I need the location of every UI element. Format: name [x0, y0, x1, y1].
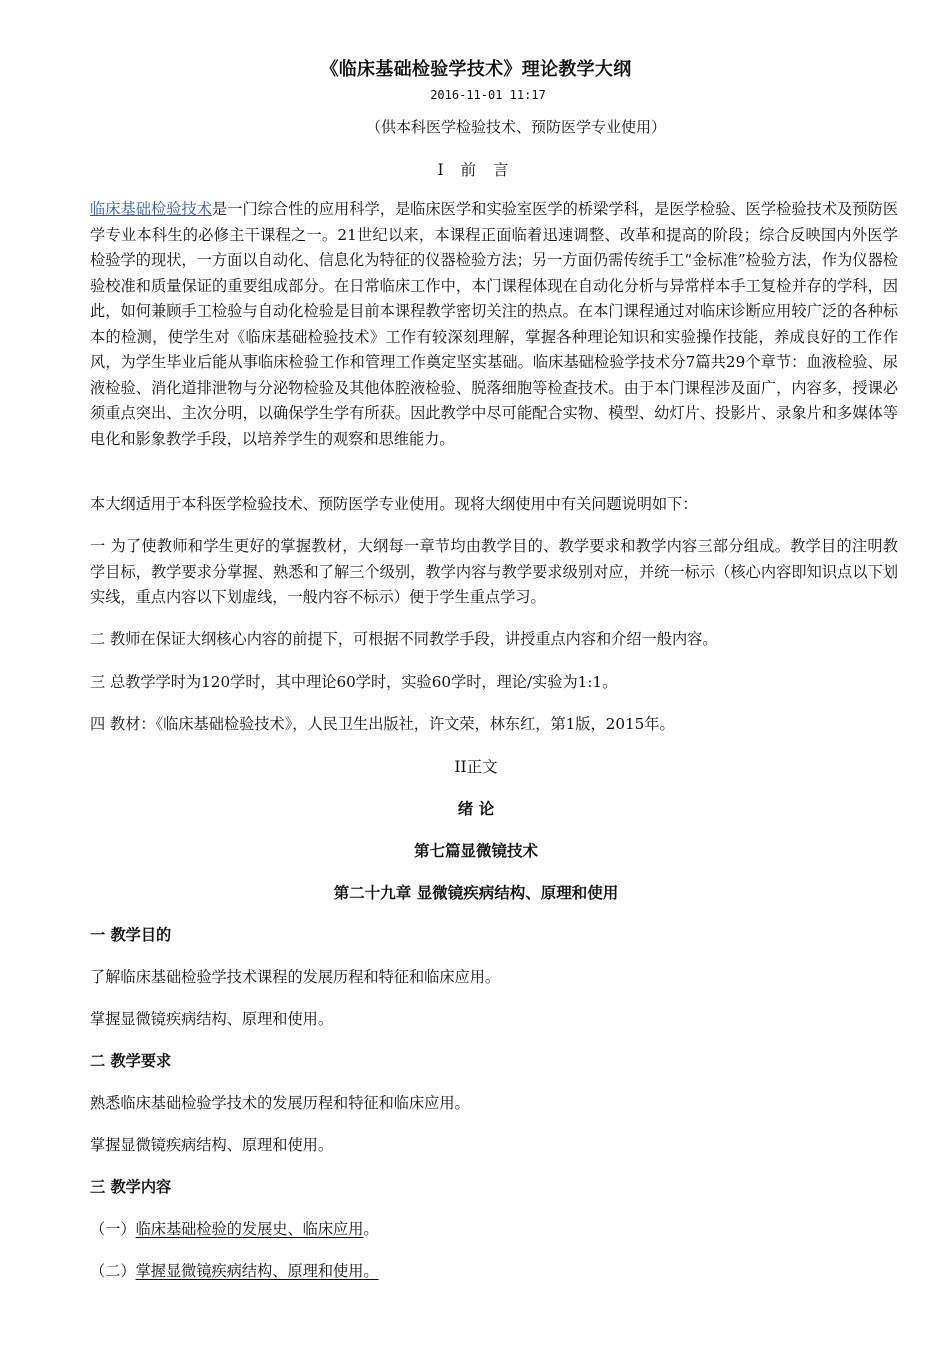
chapter-heading: 第二十九章 显微镜疾病结构、原理和使用 — [333, 883, 619, 902]
content-item-2-prefix: （二） — [90, 1262, 136, 1280]
intro-paragraph — [90, 197, 898, 452]
explanation-item-4: 四 教材：《临床基础检验技术》，人民卫生出版社，许文荣，林东红，第1版，2015年。 — [90, 715, 675, 733]
introduction-heading: 绪 论 — [457, 799, 495, 818]
course-link[interactable]: 临床基础检验技术 — [90, 200, 212, 218]
content-item-1 — [90, 1218, 379, 1239]
explanation-item-3: 三 总教学学时为120学时，其中理论60学时，实验60学时，理论/实验为1:1。 — [90, 673, 618, 691]
explanation-item-1: 一 为了使教师和学生更好的掌握教材，大纲每一章节均由教学目的、教学要求和教学内容三部分组成。教学目的注明教学目标，教学要求分掌握、熟悉和了解三个级别，教学内容与教学要求级别对应，并统一标示（核心内容即知识点以下划实线，重点内容以下划虚线，一般内容不标示）便于学生重点学习。 — [90, 537, 898, 606]
content-item-2 — [90, 1260, 379, 1281]
part-heading: 第七篇显微镜技术 — [413, 841, 538, 860]
section-teaching-requirements: 二 教学要求 — [90, 1052, 172, 1070]
main-text-heading: II正文 — [454, 758, 498, 776]
requirement-line-2: 掌握显微镜疾病结构、原理和使用。 — [90, 1136, 333, 1154]
purpose-line-2: 掌握显微镜疾病结构、原理和使用。 — [90, 1010, 333, 1028]
section-teaching-content: 三 教学内容 — [90, 1178, 172, 1196]
purpose-line-1: 了解临床基础检验学技术课程的发展历程和特征和临床应用。 — [90, 968, 501, 986]
intro-text: 是一门综合性的应用科学，是临床医学和实验室医学的桥梁学科，是医学检验、医学检验技术及预防医学专业本科生的必修主干课程之一。21世纪以来，本课程正面临着迅速调整、改革和提高的阶段；综合反映国内外医学检验学的现状，一方面以自动化、信息化为特征的仪器检验方法；另一方面仍需传统手工“金标准”检验方法，作为仪器检验校准和质量保证的重要组成部分。在日常临床工作中，本门课程体现在自动化分析与异常样本手工复检并存的学科，因此，如何兼顾手工检验与自动化检验是目前本课程教学密切关注的热点。在本门课程通过对临床诊断应用较广泛的各种标本的检测，使学生对《临床基础检验技术》工作有较深刻理解，掌握各种理论知识和实验操作技能，养成良好的工作作风，为学生毕业后能从事临床检验工作和管理工作奠定坚实基础。临床基础检验学技术分7篇共29个章节：血液检验、尿液检验、消化道排泄物与分泌物检验及其他体腔液检验、脱落细胞等检查技术。由于本门课程涉及面广，内容多，授课必须重点突出、主次分明，以确保学生学有所获。因此教学中尽可能配合实物、模型、幼灯片、投影片、录象片和多媒体等电化和影象教学手段，以培养学生的观察和思维能力。 — [90, 200, 899, 448]
content-item-1-prefix: （一） — [90, 1220, 136, 1238]
publish-date: 2016-11-01 11:17 — [430, 88, 546, 102]
document-title: 《临床基础检验学技术》理论教学大纲 — [320, 59, 632, 80]
content-item-1-suffix: 。 — [363, 1220, 379, 1238]
usage-note: （供本科医学检验技术、预防医学专业使用） — [365, 118, 666, 136]
section-teaching-purpose: 一 教学目的 — [90, 926, 172, 944]
requirement-line-1: 熟悉临床基础检验学技术的发展历程和特征和临床应用。 — [90, 1094, 470, 1112]
explanation-item-2: 二 教师在保证大纲核心内容的前提下，可根据不同教学手段，讲授重点内容和介绍一般内容。 — [90, 630, 718, 648]
scope-paragraph: 本大纲适用于本科医学检验技术、预防医学专业使用。现将大纲使用中有关问题说明如下： — [90, 495, 698, 513]
preface-heading: I 前 言 — [437, 161, 515, 179]
content-item-1-text: 临床基础检验的发展史、临床应用 — [135, 1220, 364, 1238]
content-item-2-text: 掌握显微镜疾病结构、原理和使用。 — [135, 1262, 379, 1280]
